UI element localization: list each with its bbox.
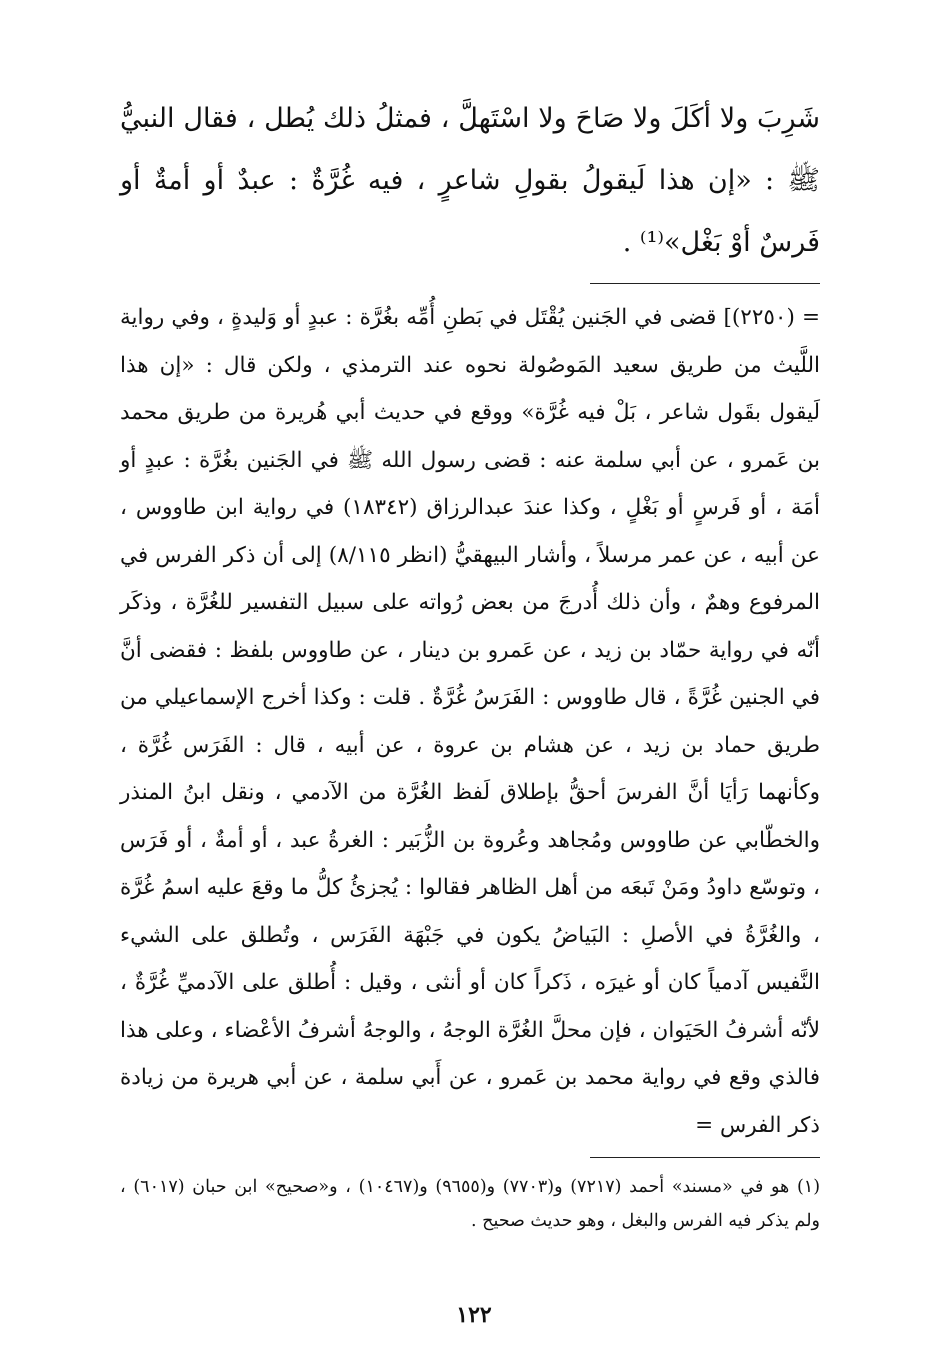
main-text-block	[120, 88, 820, 274]
footnote-separator-bottom	[590, 1157, 820, 1158]
footnote-paragraph: (١) هو في «مسند» أحمد (٧٢١٧) و(٧٧٠٣) و(٩٦٥٥) و(١٠٤٦٧) ، و«صحيح» ابن حبان (٦٠١٧) ، ولم يذكر فيه الفرس والبغل ، وهو حديث صحيح .	[120, 1177, 821, 1231]
commentary-block	[120, 294, 820, 1149]
footnote-block	[120, 1170, 820, 1238]
commentary-paragraph: = (٢٢٥٠)] قضى في الجَنين يُقْتَل في بَطنِ أُمِّه بغُرَّة : عبدٍ أو وَليدةٍ ، وفي رواية اللَّيث من طريق سعيد المَوصُولة نحوه عند الترمذي ، ولكن قال : «إن هذا لَيقول بقَول شاعر ، بَلْ فيه غُرَّة» ووقع في حديث أبي هُريرة من طريق محمد بن عَمرو ، عن أبي سلمة عنه : قضى رسول الله ﷺ في الجَنين بغُرَّة : عبدٍ أو أمَة ، أو فَرسٍ أو بَغْلٍ ، وكذا عندَ عبدالرزاق (١٨٣٤٢) في رواية ابن طاووس ، عن أبيه ، عن عمر مرسلاً ، وأشار البيهقيُّ (انظر ٨/١١٥) إلى أن ذكر الفرس في المرفوع وهمٌ ، وأن ذلك أُدرجَ من بعض رُواته على سبيل التفسير للغُرَّة ، وذكَر أنّه في رواية حمّاد بن زيد ، عن عَمرو بن دينار ، عن طاووس بلفظ : فقضى أنَّ في الجنين غُرَّةً ، قال طاووس : الفَرَسُ غُرَّةٌ . قلت : وكذا أخرج الإسماعيلي من طريق حماد بن زيد ، عن هشام بن عروة ، عن أبيه ، قال : الفَرَس غُرَّة ، وكأنهما رَأيَا أنَّ الفرسَ أحقُّ بإطلاق لَفظ الغُرَّة من الآدمي ، ونقل ابنُ المنذر والخطّابي عن طاووس ومُجاهد وعُروة بن الزُّبَير : الغرةُ عبد ، أو أمةٌ ، أو فَرَس ، وتوسّع داودُ ومَنْ تَبعَه من أهل الظاهر فقالوا : يُجزئُ كلُّ ما وقعَ عليه اسمُ غُرَّة ، والغُرَّةُ في الأصلِ : البَياضُ يكون في جَبْهَة الفَرَس ، وتُطلق على الشيء النَّفيس آدمياً كان أو غيرَه ، ذَكراً كان أو أنثى ، وقيل : أُطلق على الآدميِّ غُرَّةٌ ، لأنّه أشرفُ الحَيَوان ، فإن محلَّ الغُرَّة الوجهُ ، والوجهُ أشرفُ الأعْضاء ، وعلى هذا فالذي وقع في رواية محمد بن عَمرو ، عن أَبي سلمة ، عن أبي هريرة من زيادة ذكر الفرس =	[120, 305, 820, 1138]
page-number: ١٢٢	[456, 1302, 492, 1328]
main-paragraph: شَرِبَ ولا أكَلَ ولا صَاحَ ولا اسْتَهلَّ ، فمثلُ ذلك يُطل ، فقال النبيُّ ﷺ : «إن هذا لَيقولُ بقولِ شاعرٍ ، فيه غُرَّةٌ : عبدٌ أو أمةٌ أو فَرسٌ أوْ بَغْل»⁽¹⁾ .	[120, 103, 820, 258]
footnote-separator-top	[590, 283, 820, 284]
